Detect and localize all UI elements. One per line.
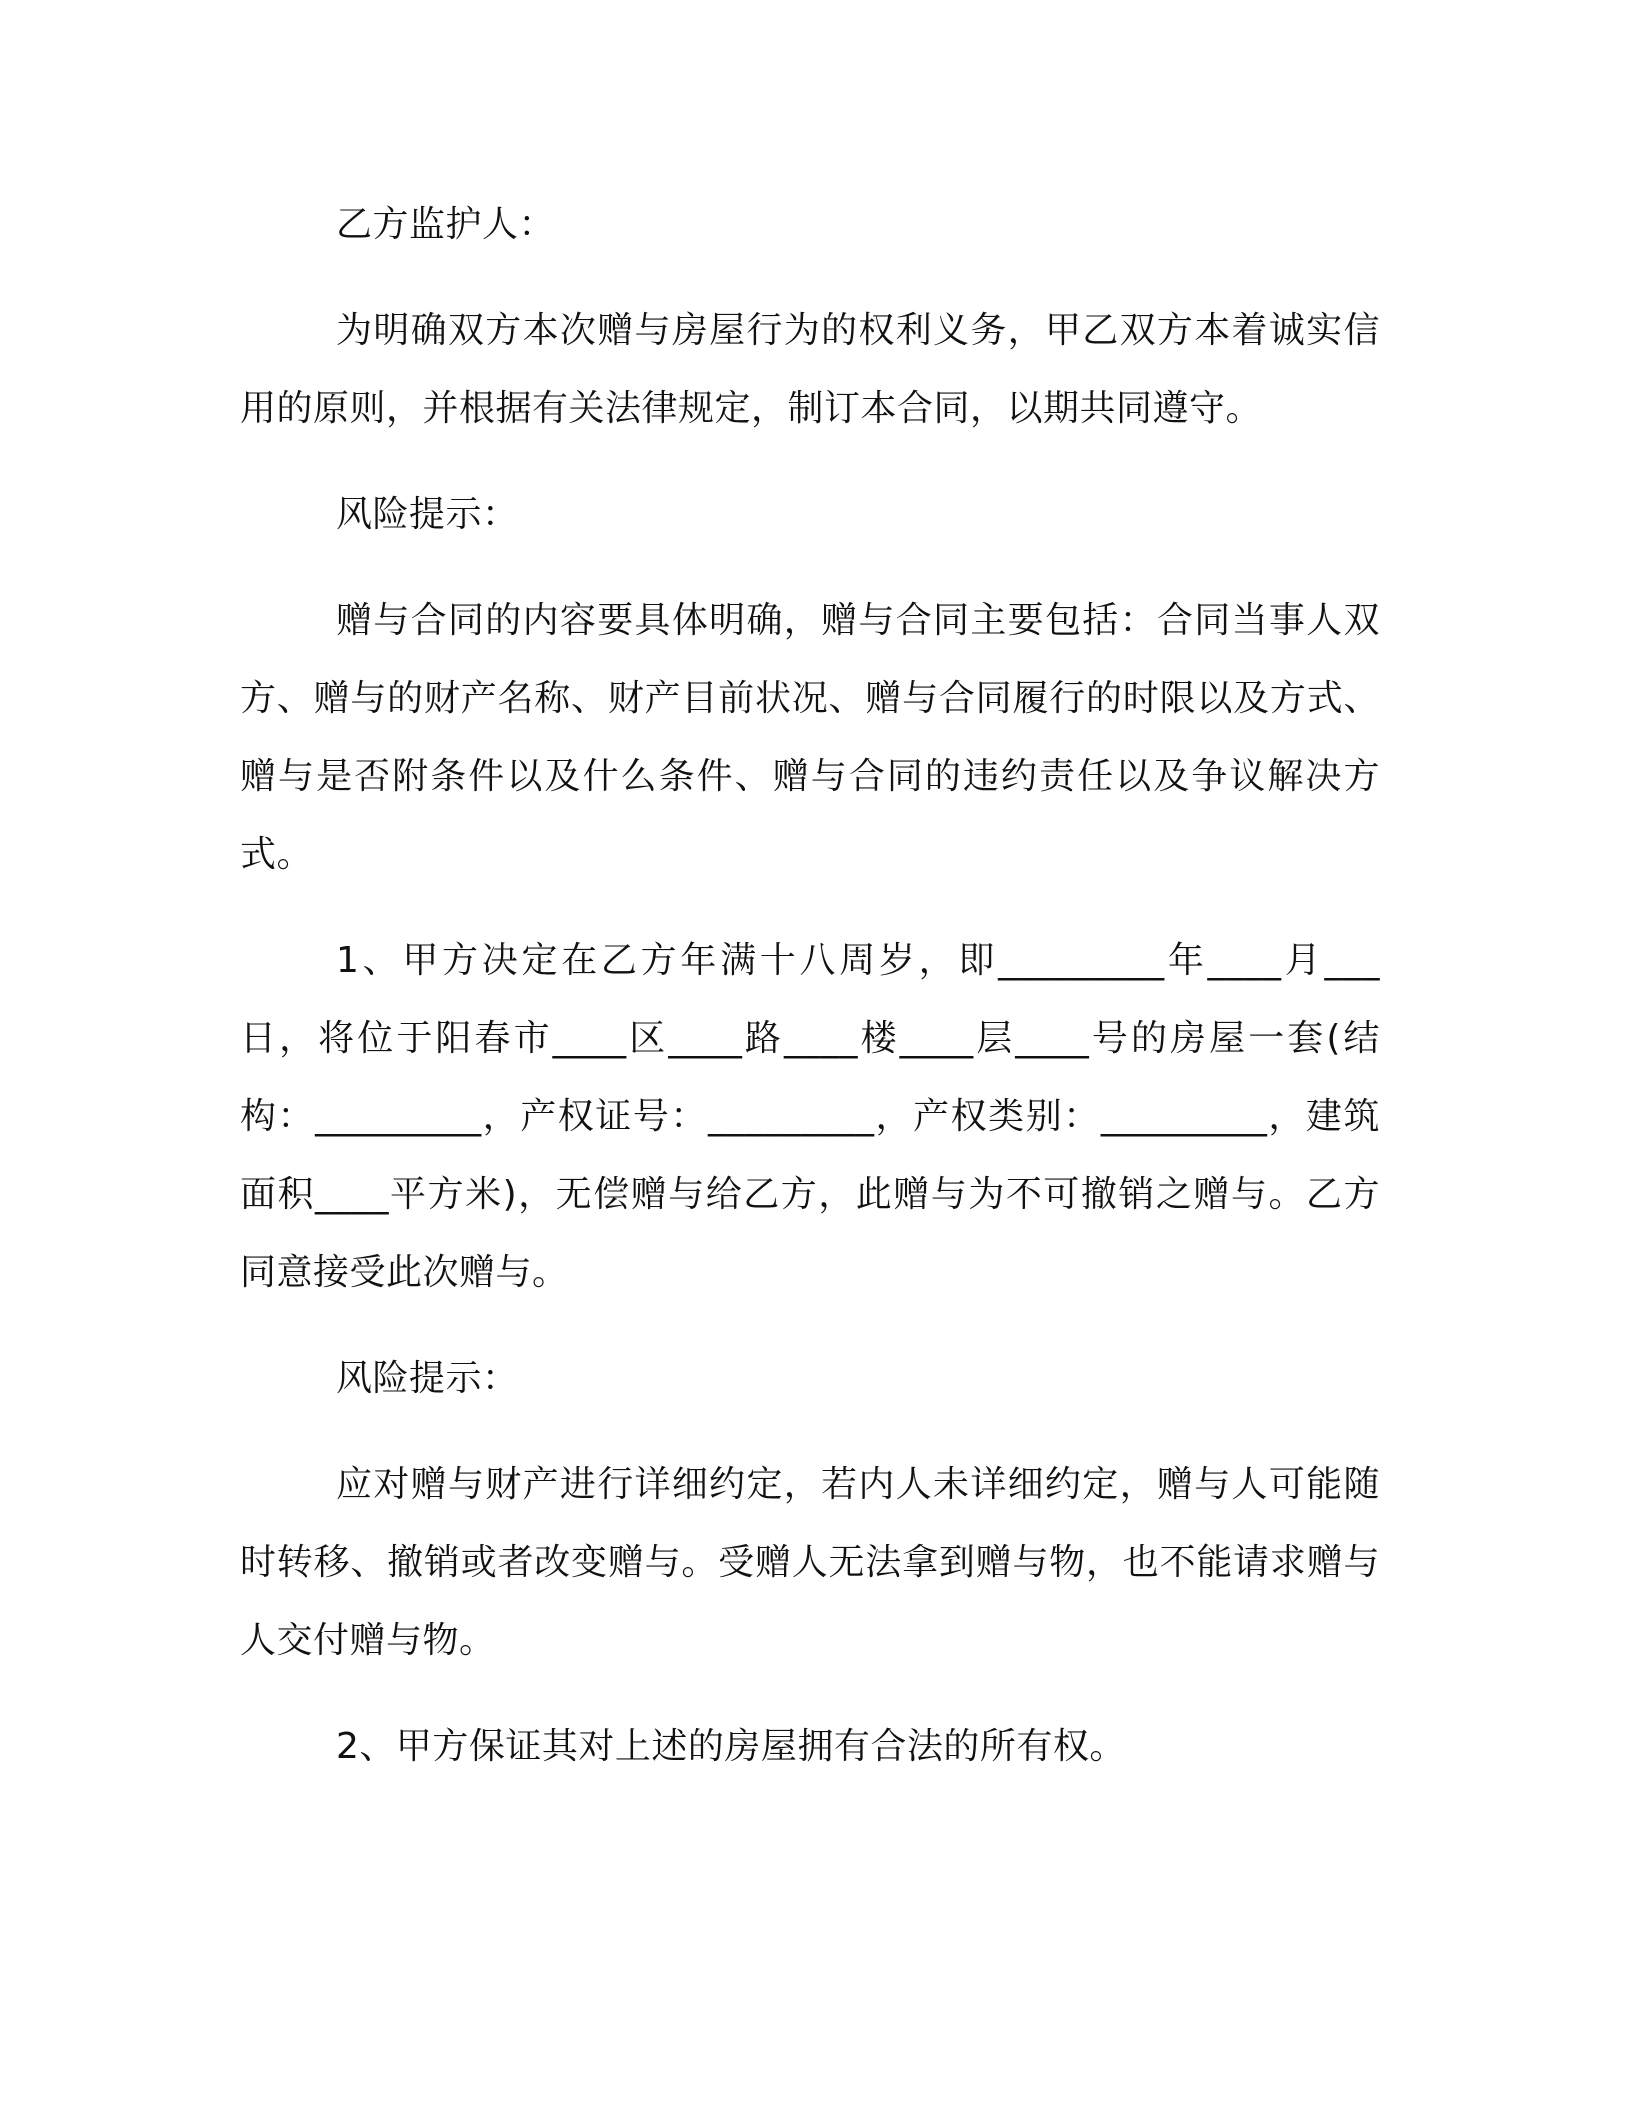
risk-text-1: 赠与合同的内容要具体明确，赠与合同主要包括：合同当事人双方、赠与的财产名称、财产目前状况、赠与合同履行的时限以及方式、赠与是否附条件以及什么条件、赠与合同的违约责任以及争议解决方式。 xyxy=(240,600,1380,875)
risk-heading-1: 风险提示： xyxy=(336,494,519,535)
clause-2: 2、甲方保证其对上述的房屋拥有合法的所有权。 xyxy=(336,1726,1126,1767)
purpose-paragraph: 为明确双方本次赠与房屋行为的权利义务，甲乙双方本着诚实信用的原则，并根据有关法律规定，制订本合同，以期共同遵守。 xyxy=(240,310,1380,429)
guardian-line: 乙方监护人： xyxy=(336,204,556,245)
document-body xyxy=(240,186,1380,1814)
risk-text-2: 应对赠与财产进行详细约定，若内人未详细约定，赠与人可能随时转移、撤销或者改变赠与。受赠人无法拿到赠与物，也不能请求赠与人交付赠与物。 xyxy=(240,1464,1380,1661)
clause-1: 1、甲方决定在乙方年满十八周岁，即_________年____月___日，将位于阳春市____区____路____楼____层____号的房屋一套(结构：_________，产权证号：_________，产权类别：_________，建筑面积____平方米)，无偿赠与给乙方，此赠与为不可撤销之赠与。乙方同意接受此次赠与。 xyxy=(240,940,1380,1293)
risk-heading-2: 风险提示： xyxy=(336,1358,519,1399)
